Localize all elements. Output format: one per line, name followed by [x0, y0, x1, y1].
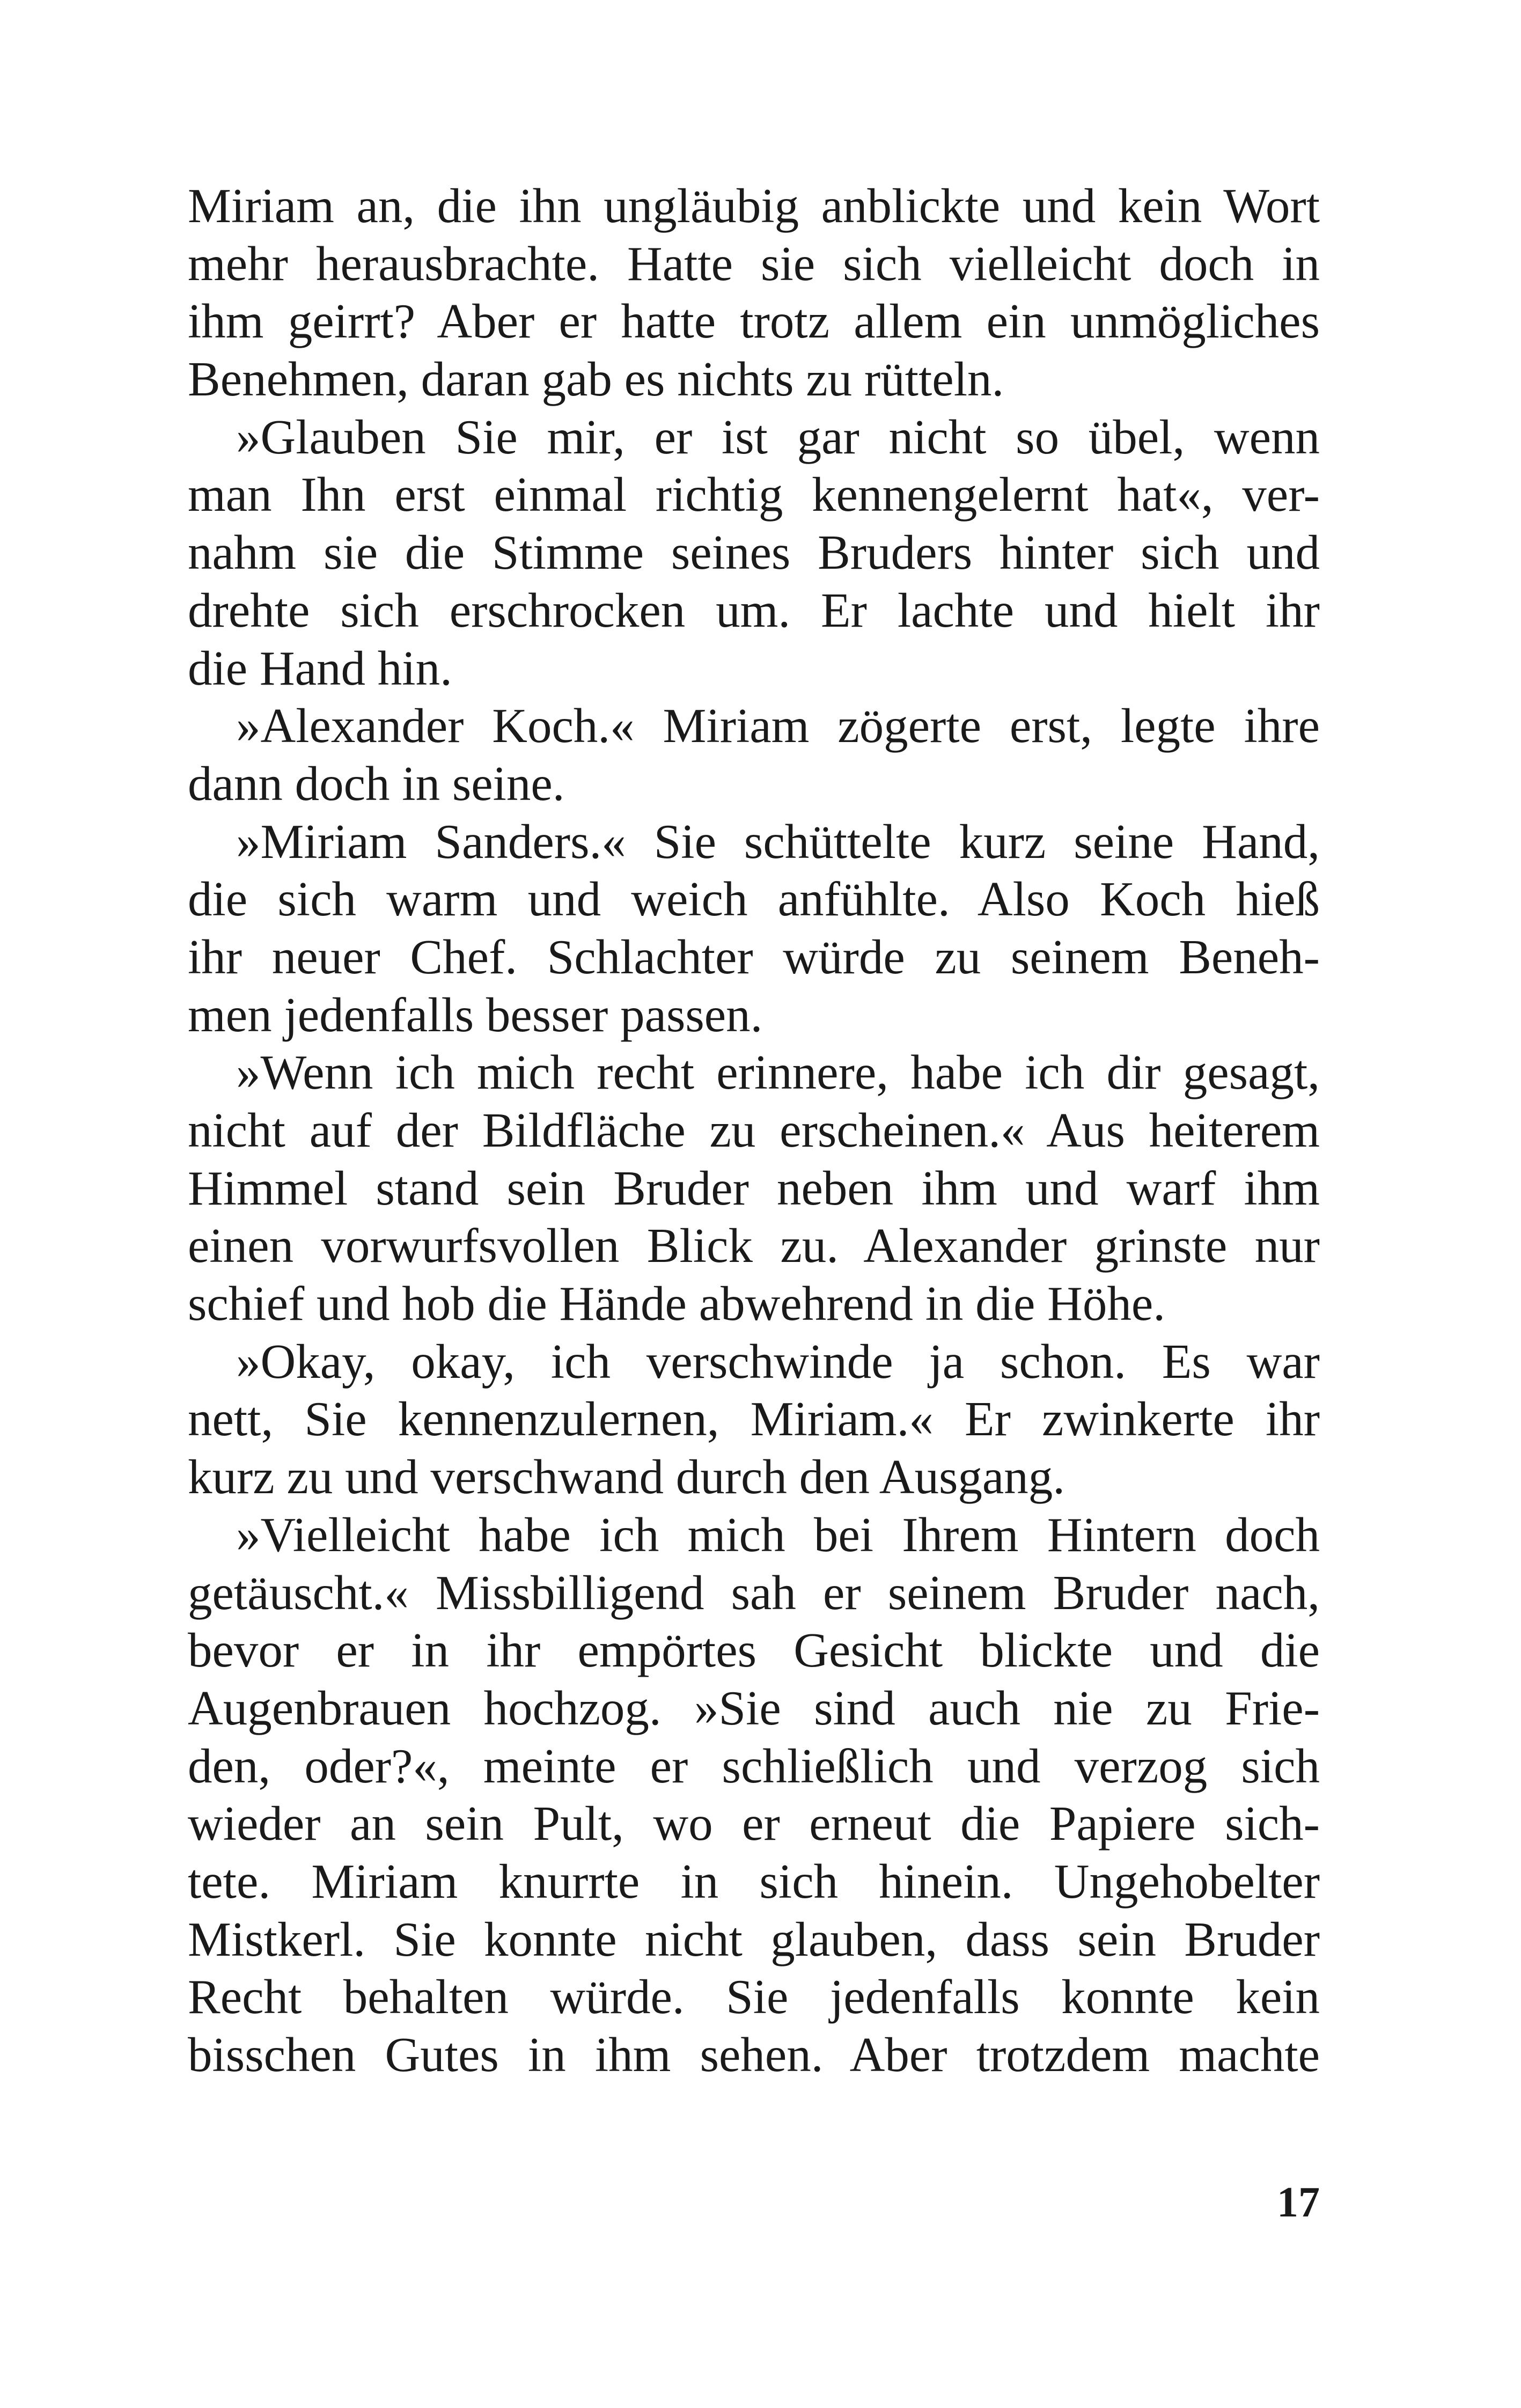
- text-line: Augenbrauen hochzog. »Sie sind auch nie zu Frie-: [188, 1680, 1320, 1735]
- text-line: Mistkerl. Sie konnte nicht glauben, dass sein Bruder: [188, 1912, 1320, 1966]
- page-number: 17: [1277, 2179, 1320, 2226]
- text-line: dann doch in seine.: [188, 756, 565, 811]
- text-line: mehr herausbrachte. Hatte sie sich vielleicht doch in: [188, 236, 1320, 291]
- body-text: [188, 177, 1320, 2084]
- text-line: nahm sie die Stimme seines Bruders hinter sich und: [188, 525, 1320, 580]
- text-line: bevor er in ihr empörtes Gesicht blickte und die: [188, 1623, 1320, 1678]
- text-line: »Okay, okay, ich verschwinde ja schon. Es war: [236, 1334, 1320, 1389]
- text-line: drehte sich erschrocken um. Er lachte und hielt ihr: [188, 583, 1320, 637]
- text-line: men jedenfalls besser passen.: [188, 987, 763, 1042]
- text-line: tete. Miriam knurrte in sich hinein. Ungehobelter: [188, 1854, 1320, 1908]
- text-line: bisschen Gutes in ihm sehen. Aber trotzdem machte: [188, 2028, 1320, 2082]
- text-line: Miriam an, die ihn ungläubig anblickte und kein Wort: [188, 179, 1320, 233]
- text-line: die Hand hin.: [188, 641, 452, 695]
- text-line: kurz zu und verschwand durch den Ausgang.: [188, 1450, 1066, 1504]
- text-line: Benehmen, daran gab es nichts zu rütteln.: [188, 352, 1004, 407]
- text-line: »Wenn ich mich recht erinnere, habe ich dir gesagt,: [236, 1045, 1320, 1100]
- text-line: man Ihn erst einmal richtig kennengelernt hat«, ver-: [188, 467, 1320, 522]
- text-line: Himmel stand sein Bruder neben ihm und warf ihm: [188, 1161, 1320, 1215]
- text-line: wieder an sein Pult, wo er erneut die Papiere sich-: [188, 1796, 1320, 1851]
- text-line: »Vielleicht habe ich mich bei Ihrem Hintern doch: [236, 1507, 1320, 1562]
- text-line: schief und hob die Hände abwehrend in die Höhe.: [188, 1276, 1165, 1331]
- text-line: ihr neuer Chef. Schlachter würde zu seinem Beneh-: [188, 929, 1320, 984]
- text-line: die sich warm und weich anfühlte. Also Koch hieß: [188, 872, 1320, 927]
- text-line: den, oder?«, meinte er schließlich und verzog sich: [188, 1738, 1320, 1793]
- text-line: nicht auf der Bildfläche zu erscheinen.« Aus heiterem: [188, 1103, 1320, 1157]
- text-line: »Miriam Sanders.« Sie schüttelte kurz seine Hand,: [236, 814, 1320, 869]
- text-line: »Alexander Koch.« Miriam zögerte erst, legte ihre: [236, 699, 1320, 753]
- text-line: nett, Sie kennenzulernen, Miriam.« Er zwinkerte ihr: [188, 1392, 1320, 1447]
- text-line: einen vorwurfsvollen Blick zu. Alexander grinste nur: [188, 1218, 1320, 1273]
- text-line: Recht behalten würde. Sie jedenfalls konnte kein: [188, 1970, 1320, 2024]
- text-line: »Glauben Sie mir, er ist gar nicht so übel, wenn: [236, 409, 1320, 464]
- text-line: getäuscht.« Missbilligend sah er seinem Bruder nach,: [188, 1565, 1320, 1620]
- text-line: ihm geirrt? Aber er hatte trotz allem ein unmögliches: [188, 294, 1320, 349]
